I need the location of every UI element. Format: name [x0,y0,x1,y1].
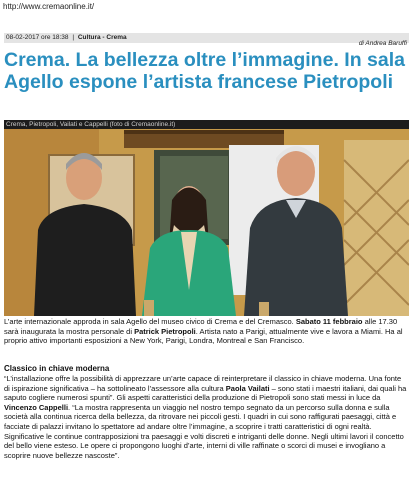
article-photo [4,120,409,316]
lead-text: alle 17.30 sarà inaugurata la mostra personale di [4,317,398,336]
photo-caption-text: Crema, Pietropoli, Vailati e Cappelli (foto di Cremaonline.it) [6,121,176,128]
article-body [4,374,409,460]
body-bold-name: Vincenzo Cappelli [4,402,69,412]
meta-separator: | [72,34,75,41]
lead-bold-artist: Patrick Pietropoli [134,326,196,336]
lead-bold-date: Sabato 11 febbraio [295,317,363,326]
body-text: – sono stati i maestri italiani, dai quali ha saputo cogliere numerosi spunti”. Gli aspetti caratteristici della produzione di Pietropoli sono stati messi in luce da [4,383,407,403]
article-lead [4,317,409,346]
article-date: 08-02-2017 ore 18:38 [6,34,69,41]
article-section: Cultura - Crema [77,34,127,41]
section-subhead: Classico in chiave moderna [4,364,110,373]
body-bold-name: Paola Vailati [225,383,270,393]
body-text: “L’installazione offre la possibilità di apprezzare un’arte capace di reinterpretare il classico in chiave moderna. Una fonte di ispirazione significativa – ha sottolineato l’assessore alla cultura [4,374,402,393]
page-url[interactable]: http://www.cremaonline.it/ [3,2,95,11]
article-headline: Crema. La bellezza oltre l’immagine. In sala Agello espone l’artista francese Pietropoli [4,49,405,93]
body-text: . “La mostra rappresenta un viaggio nel nostro tempo segnato da un percorso sulla donna e sulla società alla continua ricerca della bellezza, da ritrovare nei piccoli gesti. I quadri in cui sono raffigurati paesaggi, città e facciate di palazzi invitano lo spettatore ad andare oltre l’immagine, a scoprire i tratti caratteristici di ogni realtà. Significative le continue contrapposizioni tra paesaggi e volti discreti e intriganti delle donne. Negli ultimi lavori il concetto del bello viene esteso. Le opere ci propongono luoghi d’arte, interni di ville raffinate o scorci di musei e invogliano a scoprire nuove bellezze nascoste”. [4,402,404,460]
lead-text: L’arte internazionale approda in sala Agello del museo civico di Crema e del Cremasco. [4,317,296,326]
article-meta-bar [4,33,409,43]
article-author: di Andrea Baruffi [358,40,407,47]
lead-text: . Artista nato a Parigi, attualmente vive e lavora a Miami. Ha al proprio attivo importanti esposizioni a New York, Parigi, Londra, Montreal e San Francisco. [4,326,403,346]
photo-caption [4,120,409,129]
